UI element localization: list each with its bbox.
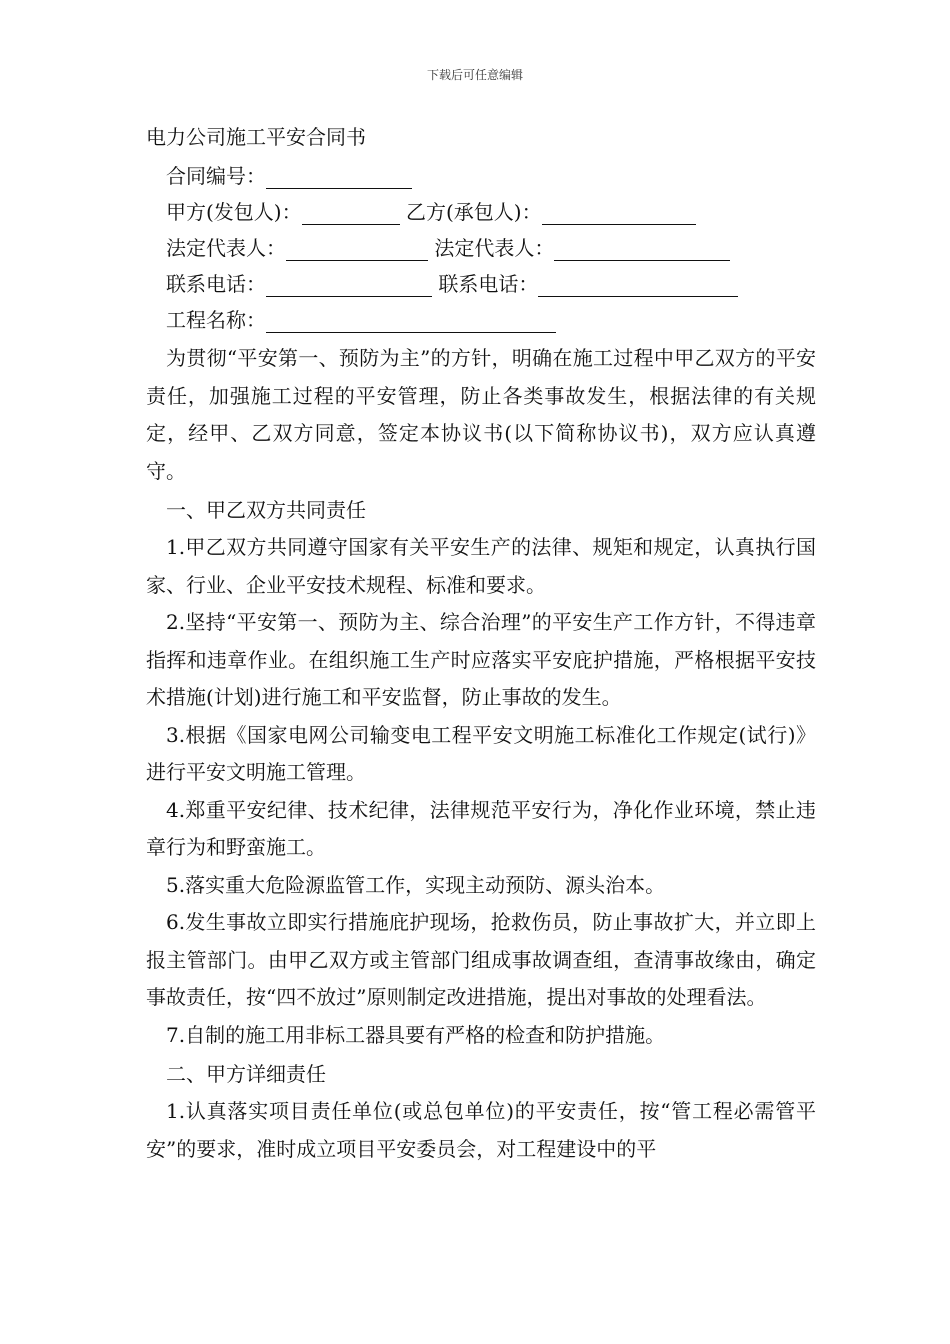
phone-b-blank — [538, 272, 738, 297]
document-body — [146, 120, 816, 1168]
legal-rep-a-blank — [286, 236, 428, 261]
phone-b-label: 联系电话： — [438, 272, 539, 296]
section1-heading: 一、甲乙双方共同责任 — [166, 498, 366, 522]
contract-no-blank — [266, 164, 412, 189]
section2-heading: 二、甲方详细责任 — [166, 1062, 326, 1086]
party-b-blank — [542, 200, 696, 225]
section1-item-2: 2.坚持“平安第一、预防为主、综合治理”的平安生产工作方针，不得违章指挥和违章作业。在组织施工生产时应落实平安庇护措施，严格根据平安技术措施(计划)进行施工和平安监督，防止事故的发生。 — [146, 610, 816, 709]
phone-a-label: 联系电话： — [166, 272, 266, 296]
section1-item-6: 6.发生事故立即实行措施庇护现场，抢救伤员，防止事故扩大，并立即上报主管部门。由甲乙双方或主管部门组成事故调查组，查清事故缘由，确定事故责任，按“四不放过”原则制定改进措施，提出对事故的处理看法。 — [146, 910, 816, 1009]
legal-rep-b-label: 法定代表人： — [434, 236, 555, 260]
section1-item-5: 5.落实重大危险源监管工作，实现主动预防、源头治本。 — [166, 872, 666, 897]
section2-item-1: 1.认真落实项目责任单位(或总包单位)的平安责任，按“管工程必需管平安”的要求，准时成立项目平安委员会，对工程建设中的平 — [146, 1099, 816, 1161]
legal-rep-a-label: 法定代表人： — [166, 236, 286, 260]
section1-item-4: 4.郑重平安纪律、技术纪律，法律规范平安行为，净化作业环境，禁止违章行为和野蛮施工。 — [146, 797, 816, 859]
party-a-blank — [302, 200, 400, 225]
project-name-label: 工程名称： — [166, 308, 266, 332]
phone-a-blank — [266, 272, 432, 297]
legal-rep-b-blank — [554, 236, 730, 261]
contract-no-field — [166, 158, 816, 194]
document-title: 电力公司施工平安合同书 — [146, 125, 366, 149]
legal-rep-field — [166, 230, 816, 266]
section1-item-3: 3.根据《国家电网公司输变电工程平安文明施工标准化工作规定(试行)》进行平安文明施工管理。 — [146, 722, 816, 784]
parties-field — [166, 194, 816, 230]
party-b-label: 乙方(承包人)： — [405, 200, 542, 224]
contract-no-label: 合同编号： — [166, 164, 266, 188]
section1-item-7: 7.自制的施工用非标工器具要有严格的检查和防护措施。 — [166, 1022, 666, 1047]
phone-field — [166, 266, 816, 302]
section1-item-1: 1.甲乙双方共同遵守国家有关平安生产的法律、规矩和规定，认真执行国家、行业、企业平安技术规程、标准和要求。 — [146, 535, 816, 597]
party-a-label: 甲方(发包人)： — [166, 200, 302, 224]
intro-paragraph: 为贯彻“平安第一、预防为主”的方针，明确在施工过程中甲乙双方的平安责任，加强施工过程的平安管理，防止各类事故发生，根据法律的有关规定，经甲、乙双方同意，签定本协议书(以下简称协议书)，双方应认真遵守。 — [146, 346, 816, 483]
project-name-field — [166, 302, 816, 338]
header-note: 下载后可任意编辑 — [426, 68, 523, 82]
project-name-blank — [266, 308, 556, 333]
